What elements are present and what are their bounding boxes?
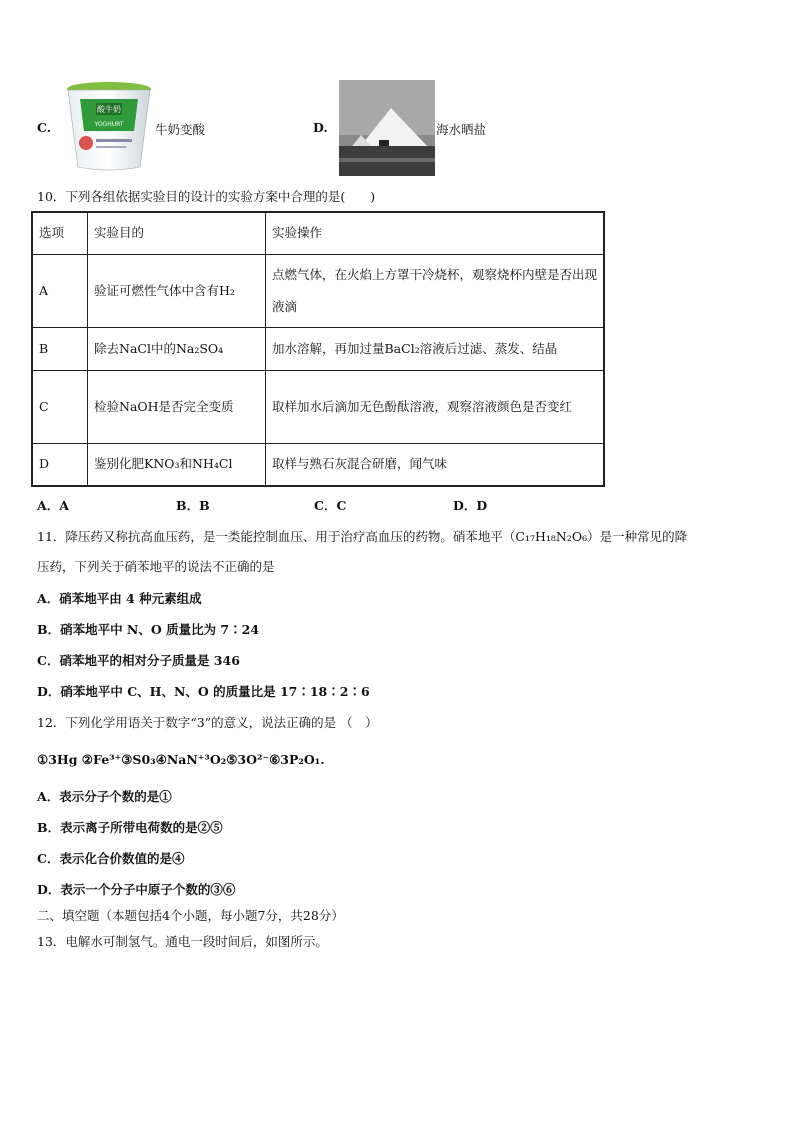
q10-choice-b: B．B [176,498,210,513]
q13-stem: 13．电解水可制氢气。通电一段时间后，如图所示。 [37,934,328,949]
q12-choice-b: B．表示离子所带电荷数的是②⑤ [37,820,223,835]
row-option: B [32,327,88,370]
option-d-text: 海水晒盐 [436,122,487,137]
q11-choice-d: D．硝苯地平中 C、H、N、O 的质量比是 17∶18∶2∶6 [37,684,370,699]
option-c-text: 牛奶变酸 [155,122,206,137]
svg-text:YOGHURT: YOGHURT [94,121,124,128]
row-purpose: 除去NaCl中的Na₂SO₄ [88,327,266,370]
table-row [32,327,604,370]
row-option: D [32,443,88,486]
row-operation: 取样与熟石灰混合研磨，闻气味 [266,443,605,486]
header-purpose: 实验目的 [88,212,266,254]
svg-text:酸牛奶: 酸牛奶 [97,105,121,114]
row-purpose: 鉴别化肥KNO₃和NH₄Cl [88,443,266,486]
header-operation: 实验操作 [266,212,605,254]
q11-stem-line1: 11．降压药又称抗高血压药，是一类能控制血压、用于治疗高血压的药物。硝苯地平（C₁₇H₁₈N₂O₆）是一种常见的降 [37,529,688,544]
q12-stem: 12．下列化学用语关于数字“3”的意义，说法正确的是 （ ） [37,715,378,730]
q11-choice-c: C．硝苯地平的相对分子质量是 346 [37,653,240,668]
yogurt-cup-image [66,81,152,171]
row-option: A [32,254,88,327]
experiment-table [31,211,605,487]
option-c-label: C. [37,120,52,135]
row-operation: 取样加水后滴加无色酚酞溶液，观察溶液颜色是否变红 [266,370,605,443]
q12-formula-line: ①3Hg ②Fe³⁺③S0₃④NaN⁺³O₂⑤3O²⁻⑥3P₂O₁. [37,752,325,767]
row-operation: 加水溶解，再加过量BaCl₂溶液后过滤、蒸发、结晶 [266,327,605,370]
table-row [32,254,604,327]
q12-choice-c: C．表示化合价数值的是④ [37,851,185,866]
row-option: C [32,370,88,443]
q11-choice-a: A．硝苯地平由 4 种元素组成 [37,591,202,606]
table-row [32,370,604,443]
header-option: 选项 [32,212,88,254]
option-d-label: D. [313,120,328,135]
row-purpose: 验证可燃性气体中含有H₂ [88,254,266,327]
table-row [32,443,604,486]
q10-choice-c: C．C [314,498,347,513]
q12-choice-a: A．表示分子个数的是① [37,789,172,804]
q11-stem-line2: 压药，下列关于硝苯地平的说法不正确的是 [37,559,275,574]
q11-choice-b: B．硝苯地平中 N、O 质量比为 7∶24 [37,622,260,637]
table-header-row [32,212,604,254]
q10-stem: 10．下列各组依据实验目的设计的实验方案中合理的是( ) [37,189,376,204]
section-heading: 二、填空题（本题包括4个小题，每小题7分，共28分） [37,908,344,923]
q10-choice-d: D．D [453,498,488,513]
q12-choice-d: D．表示一个分子中原子个数的③⑥ [37,882,236,897]
q10-choice-a: A．A [37,498,69,513]
row-operation: 点燃气体，在火焰上方罩干冷烧杯，观察烧杯内壁是否出现液滴 [266,254,605,327]
salt-pile-photo [339,80,435,176]
row-purpose: 检验NaOH是否完全变质 [88,370,266,443]
